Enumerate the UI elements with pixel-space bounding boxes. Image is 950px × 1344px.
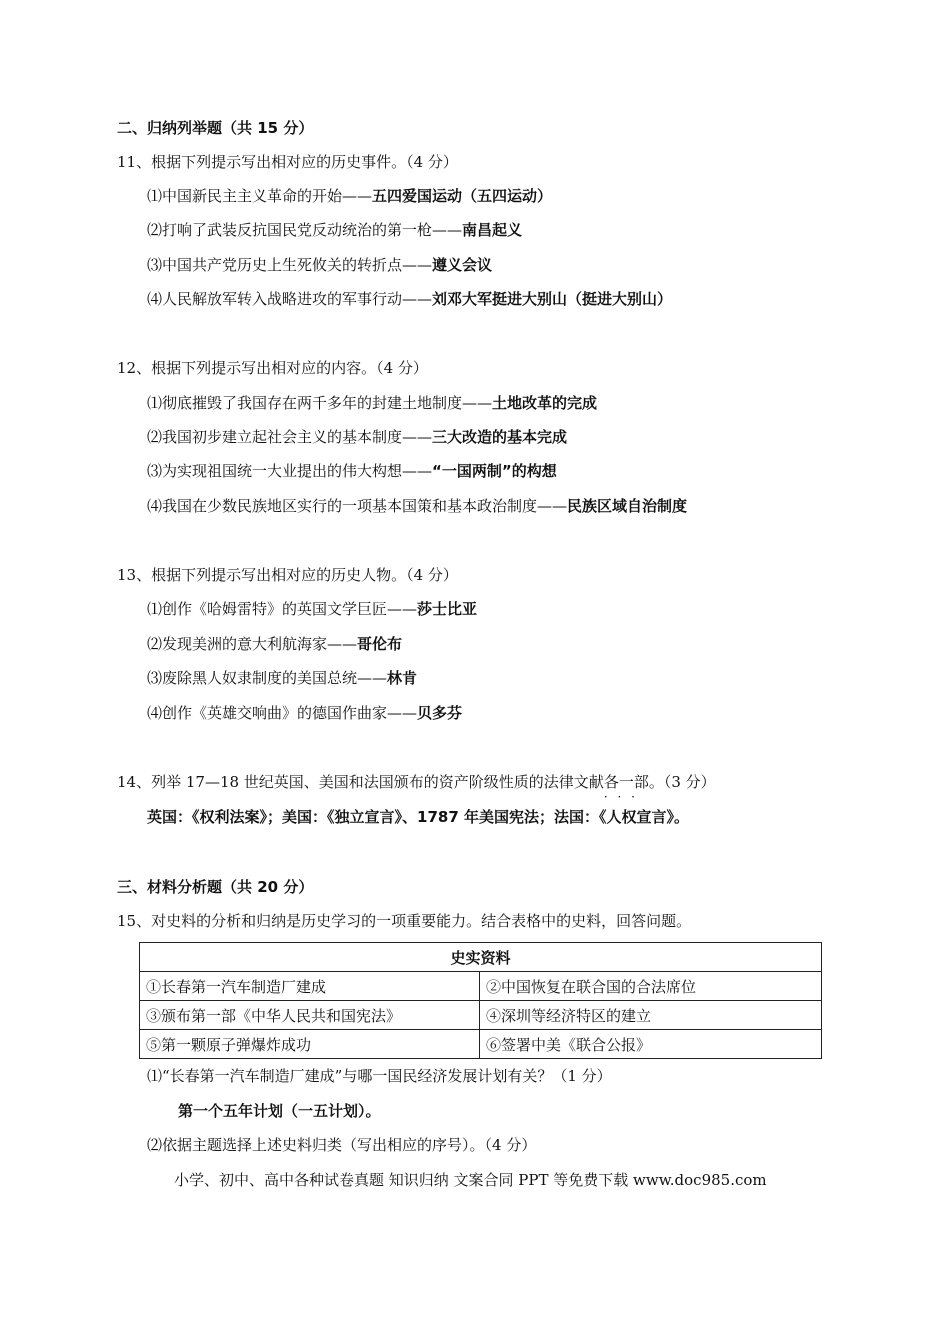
- q14-stem-text: 14、列举 17—18 世纪英国、美国和法国颁布的资产阶级性质的法律文献: [117, 773, 604, 791]
- q13-prompt-1: ⑴创作《哈姆雷特》的英国文学巨匠——: [147, 600, 418, 618]
- q12-answer-1: 土地改革的完成: [492, 394, 598, 412]
- footer-text: 小学、初中、高中各种试卷真题 知识归纳 文案合同 PPT 等免费下载 www.doc985.com: [174, 1171, 767, 1189]
- q12-stem: 12、根据下列提示写出相对应的内容。（4 分）: [117, 359, 428, 377]
- q12-prompt-1: ⑴彻底摧毁了我国存在两千多年的封建土地制度——: [147, 394, 493, 412]
- q13-prompt-3: ⑶废除黑人奴隶制度的美国总统——: [147, 669, 388, 687]
- table-cell: ②中国恢复在联合国的合法席位: [480, 972, 822, 1001]
- q13-answer-4: 贝多芬: [417, 704, 463, 722]
- q15-sub-1: ⑴“长春第一汽车制造厂建成”与哪一国民经济发展计划有关？（1 分）: [147, 1067, 612, 1085]
- q13-prompt-4: ⑷创作《英雄交响曲》的德国作曲家——: [147, 704, 418, 722]
- q12-prompt-2: ⑵我国初步建立起社会主义的基本制度——: [147, 428, 433, 446]
- table-row: [140, 1001, 822, 1030]
- q12-item-1: [147, 393, 597, 413]
- section-3-title: 三、材料分析题（共 20 分）: [117, 878, 314, 896]
- q11-item-1: [147, 186, 552, 206]
- q11-prompt-1: ⑴中国新民主主义革命的开始——: [147, 187, 373, 205]
- q12-answer-3: “一国两制”的构想: [432, 462, 557, 480]
- q14-emphasis: 各一部 · · ·: [604, 773, 649, 791]
- q11-answer-2: 南昌起义: [462, 221, 523, 239]
- q13-answer-2: 哥伦布: [357, 635, 403, 653]
- q11-answer-3: 遵义会议: [432, 256, 493, 274]
- q12-item-3: [147, 461, 557, 481]
- q12-prompt-4: ⑷我国在少数民族地区实行的一项基本国策和基本政治制度——: [147, 497, 568, 515]
- q12-answer-2: 三大改造的基本完成: [432, 428, 568, 446]
- q13-item-3: [147, 668, 417, 688]
- table-cell: ⑥签署中美《联合公报》: [480, 1030, 822, 1059]
- q15-stem: 15、对史料的分析和归纳是历史学习的一项重要能力。结合表格中的史料，回答问题。: [117, 912, 692, 930]
- q13-item-4: [147, 703, 462, 723]
- q12-item-2: [147, 427, 567, 447]
- table-header: 史实资料: [140, 943, 822, 972]
- table-cell: ①长春第一汽车制造厂建成: [140, 972, 480, 1001]
- historical-materials-table: [139, 942, 822, 1059]
- q12-item-4: [147, 496, 687, 516]
- q14-stem: [117, 772, 716, 792]
- q11-answer-4: 刘邓大军挺进大别山（挺进大别山）: [432, 290, 673, 308]
- q15-sub-2: ⑵依据主题选择上述史料归类（写出相应的序号）。（4 分）: [147, 1136, 537, 1154]
- q11-prompt-3: ⑶中国共产党历史上生死攸关的转折点——: [147, 256, 433, 274]
- q11-answer-1: 五四爱国运动（五四运动）: [372, 187, 553, 205]
- table-row: [140, 972, 822, 1001]
- q11-prompt-2: ⑵打响了武装反抗国民党反动统治的第一枪——: [147, 221, 463, 239]
- section-2-title: 二、归纳列举题（共 15 分）: [117, 119, 314, 137]
- q14-stem-points: 。（3 分）: [648, 773, 716, 791]
- table-row: [140, 1030, 822, 1059]
- q14-answer: 英国：《权利法案》；美国：《独立宣言》、1787 年美国宪法；法国：《人权宣言》。: [147, 808, 689, 826]
- q11-item-3: [147, 255, 492, 275]
- q13-answer-3: 林肯: [387, 669, 418, 687]
- q11-item-2: [147, 220, 522, 240]
- table-header-row: [140, 943, 822, 972]
- q12-prompt-3: ⑶为实现祖国统一大业提出的伟大构想——: [147, 462, 433, 480]
- q11-stem: 11、根据下列提示写出相对应的历史事件。（4 分）: [117, 153, 458, 171]
- q12-answer-4: 民族区域自治制度: [567, 497, 688, 515]
- q11-item-4: [147, 289, 672, 309]
- q13-item-2: [147, 634, 402, 654]
- table-cell: ⑤第一颗原子弹爆炸成功: [140, 1030, 480, 1059]
- q13-prompt-2: ⑵发现美洲的意大利航海家——: [147, 635, 358, 653]
- table-cell: ④深圳等经济特区的建立: [480, 1001, 822, 1030]
- q13-item-1: [147, 599, 477, 619]
- q13-answer-1: 莎士比亚: [417, 600, 478, 618]
- q15-sub-1-answer: 第一个五年计划（一五计划）。: [178, 1102, 381, 1120]
- table-cell: ③颁布第一部《中华人民共和国宪法》: [140, 1001, 480, 1030]
- q11-prompt-4: ⑷人民解放军转入战略进攻的军事行动——: [147, 290, 433, 308]
- q13-stem: 13、根据下列提示写出相对应的历史人物。（4 分）: [117, 566, 458, 584]
